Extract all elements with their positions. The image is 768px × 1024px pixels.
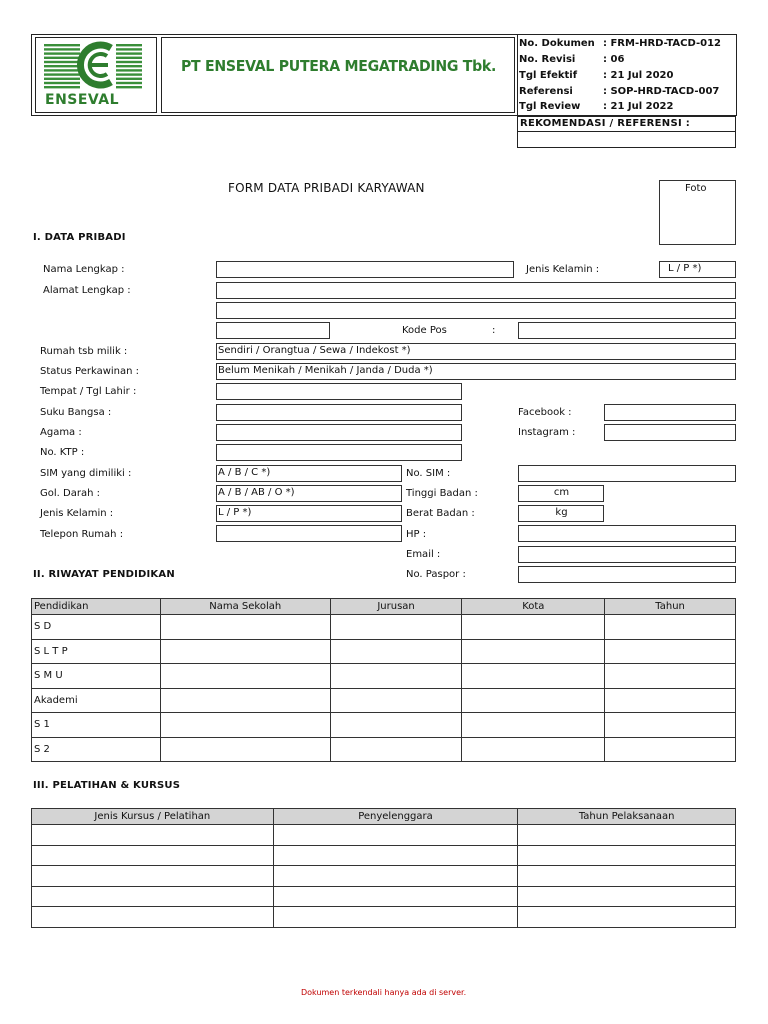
table-cell[interactable] — [605, 639, 736, 664]
meta-value: : FRM-HRD-TACD-012 — [603, 38, 721, 49]
table-row — [32, 907, 736, 928]
photo-label: Foto — [685, 183, 707, 194]
table-row — [32, 886, 736, 907]
kode-pos-colon: : — [492, 325, 496, 336]
column-header: Penyelenggara — [273, 809, 518, 825]
tinggi-badan-field[interactable]: cm — [518, 485, 604, 502]
gol-darah-label: Gol. Darah : — [40, 488, 100, 499]
alamat-field-line-2[interactable] — [216, 302, 736, 319]
table-cell[interactable] — [160, 688, 330, 713]
company-name: PT ENSEVAL PUTERA MEGATRADING Tbk. — [181, 57, 497, 75]
table-cell[interactable] — [330, 713, 462, 738]
no-paspor-label: No. Paspor : — [406, 569, 466, 580]
table-row — [32, 639, 736, 664]
education-level: S L T P — [32, 639, 161, 664]
table-cell[interactable] — [518, 886, 736, 907]
column-header: Pendidikan — [32, 599, 161, 615]
column-header: Jenis Kursus / Pelatihan — [32, 809, 274, 825]
jenis-kelamin-top-field[interactable]: L / P *) — [659, 261, 736, 278]
table-cell[interactable] — [605, 688, 736, 713]
education-table — [31, 598, 736, 762]
footer-note: Dokumen terkendali hanya ada di server. — [301, 988, 467, 997]
meta-key: Referensi — [519, 86, 573, 97]
logo-cell — [35, 37, 157, 113]
email-field[interactable] — [518, 546, 736, 563]
education-level: S M U — [32, 664, 161, 689]
table-row — [32, 664, 736, 689]
table-cell[interactable] — [330, 615, 462, 640]
sim-label: SIM yang dimiliki : — [40, 468, 132, 479]
tempat-lahir-label: Tempat / Tgl Lahir : — [40, 386, 137, 397]
course-table — [31, 808, 736, 928]
table-cell[interactable] — [330, 688, 462, 713]
meta-key: No. Revisi — [519, 54, 576, 65]
table-row — [32, 825, 736, 846]
meta-no-dokumen — [519, 38, 721, 50]
table-cell[interactable] — [273, 825, 518, 846]
sim-field[interactable]: A / B / C *) — [216, 465, 402, 482]
instagram-label: Instagram : — [518, 427, 576, 438]
instagram-field[interactable] — [604, 424, 736, 441]
table-cell[interactable] — [160, 615, 330, 640]
table-row — [32, 845, 736, 866]
berat-badan-field[interactable]: kg — [518, 505, 604, 522]
telepon-rumah-field[interactable] — [216, 525, 402, 542]
table-cell[interactable] — [330, 664, 462, 689]
table-cell[interactable] — [605, 737, 736, 762]
agama-field[interactable] — [216, 424, 462, 441]
table-row — [32, 688, 736, 713]
education-level: Akademi — [32, 688, 161, 713]
jenis-kelamin-field[interactable]: L / P *) — [216, 505, 402, 522]
rumah-milik-label: Rumah tsb milik : — [40, 346, 128, 357]
table-cell[interactable] — [160, 639, 330, 664]
table-cell[interactable] — [605, 713, 736, 738]
meta-key: Tgl Efektif — [519, 70, 578, 81]
table-cell[interactable] — [462, 737, 605, 762]
agama-label: Agama : — [40, 427, 82, 438]
table-cell[interactable] — [273, 907, 518, 928]
table-row — [32, 713, 736, 738]
facebook-field[interactable] — [604, 404, 736, 421]
table-cell[interactable] — [605, 615, 736, 640]
email-label: Email : — [406, 549, 441, 560]
column-header: Kota — [462, 599, 605, 615]
table-cell[interactable] — [462, 664, 605, 689]
table-cell[interactable] — [518, 825, 736, 846]
table-cell[interactable] — [160, 664, 330, 689]
education-level: S 2 — [32, 737, 161, 762]
section-pelatihan-title: III. PELATIHAN & KURSUS — [33, 780, 181, 791]
table-row — [32, 866, 736, 887]
status-perkawinan-label: Status Perkawinan : — [40, 366, 140, 377]
nama-lengkap-label: Nama Lengkap : — [43, 264, 125, 275]
table-cell[interactable] — [605, 664, 736, 689]
table-cell[interactable] — [32, 866, 274, 887]
kode-pos-field[interactable] — [518, 322, 736, 339]
facebook-label: Facebook : — [518, 407, 572, 418]
table-cell[interactable] — [160, 737, 330, 762]
no-paspor-field[interactable] — [518, 566, 736, 583]
tinggi-badan-label: Tinggi Badan : — [406, 488, 478, 499]
section-data-pribadi-title: I. DATA PRIBADI — [33, 232, 126, 243]
meta-value: : 06 — [603, 54, 625, 65]
table-cell[interactable] — [273, 845, 518, 866]
education-level: S D — [32, 615, 161, 640]
no-ktp-field[interactable] — [216, 444, 462, 461]
meta-key: No. Dokumen — [519, 38, 595, 49]
table-cell[interactable] — [32, 907, 274, 928]
no-sim-label: No. SIM : — [406, 468, 451, 479]
nama-lengkap-field[interactable] — [216, 261, 514, 278]
recommendation-label: REKOMENDASI / REFERENSI : — [520, 118, 691, 129]
alamat-field-line-3[interactable] — [216, 322, 330, 339]
table-cell[interactable] — [330, 737, 462, 762]
suku-bangsa-label: Suku Bangsa : — [40, 407, 112, 418]
status-perkawinan-field[interactable]: Belum Menikah / Menikah / Janda / Duda *) — [216, 363, 736, 380]
alamat-lengkap-label: Alamat Lengkap : — [43, 285, 131, 296]
meta-no-revisi — [519, 54, 624, 66]
meta-referensi — [519, 86, 719, 98]
no-sim-field[interactable] — [518, 465, 736, 482]
table-cell[interactable] — [330, 639, 462, 664]
column-header: Tahun Pelaksanaan — [518, 809, 736, 825]
meta-value: : SOP-HRD-TACD-007 — [603, 86, 720, 97]
table-cell[interactable] — [462, 688, 605, 713]
jenis-kelamin-top-label: Jenis Kelamin : — [526, 264, 600, 275]
column-header: Nama Sekolah — [160, 599, 330, 615]
berat-badan-label: Berat Badan : — [406, 508, 475, 519]
table-cell[interactable] — [462, 639, 605, 664]
hp-field[interactable] — [518, 525, 736, 542]
form-title: FORM DATA PRIBADI KARYAWAN — [228, 181, 425, 195]
table-header-row — [32, 599, 736, 615]
gol-darah-field[interactable]: A / B / AB / O *) — [216, 485, 402, 502]
recommendation-divider — [517, 131, 736, 132]
table-cell[interactable] — [462, 615, 605, 640]
table-row — [32, 615, 736, 640]
table-cell[interactable] — [273, 866, 518, 887]
logo-wordmark: ENSEVAL — [45, 92, 120, 108]
telepon-rumah-label: Telepon Rumah : — [40, 529, 124, 540]
table-cell[interactable] — [160, 713, 330, 738]
table-cell[interactable] — [518, 907, 736, 928]
table-cell[interactable] — [518, 845, 736, 866]
no-ktp-label: No. KTP : — [40, 447, 85, 458]
table-cell[interactable] — [462, 713, 605, 738]
table-cell[interactable] — [32, 845, 274, 866]
tempat-lahir-field[interactable] — [216, 383, 462, 400]
meta-tgl-efektif — [519, 70, 673, 82]
rumah-milik-field[interactable]: Sendiri / Orangtua / Sewa / Indekost *) — [216, 343, 736, 360]
meta-tgl-review — [519, 101, 673, 113]
meta-key: Tgl Review — [519, 101, 581, 112]
education-level: S 1 — [32, 713, 161, 738]
alamat-field-line-1[interactable] — [216, 282, 736, 299]
table-cell[interactable] — [32, 886, 274, 907]
company-name-cell — [161, 37, 515, 113]
meta-value: : 21 Jul 2020 — [603, 70, 674, 81]
suku-bangsa-field[interactable] — [216, 404, 462, 421]
table-cell[interactable] — [32, 825, 274, 846]
column-header: Jurusan — [330, 599, 462, 615]
kode-pos-label: Kode Pos — [402, 325, 447, 336]
meta-value: : 21 Jul 2022 — [603, 101, 674, 112]
table-row — [32, 737, 736, 762]
table-header-row — [32, 809, 736, 825]
table-cell[interactable] — [518, 866, 736, 887]
section-riwayat-pendidikan-title: II. RIWAYAT PENDIDIKAN — [33, 569, 175, 580]
hp-label: HP : — [406, 529, 427, 540]
column-header: Tahun — [605, 599, 736, 615]
table-cell[interactable] — [273, 886, 518, 907]
jenis-kelamin-label: Jenis Kelamin : — [40, 508, 114, 519]
